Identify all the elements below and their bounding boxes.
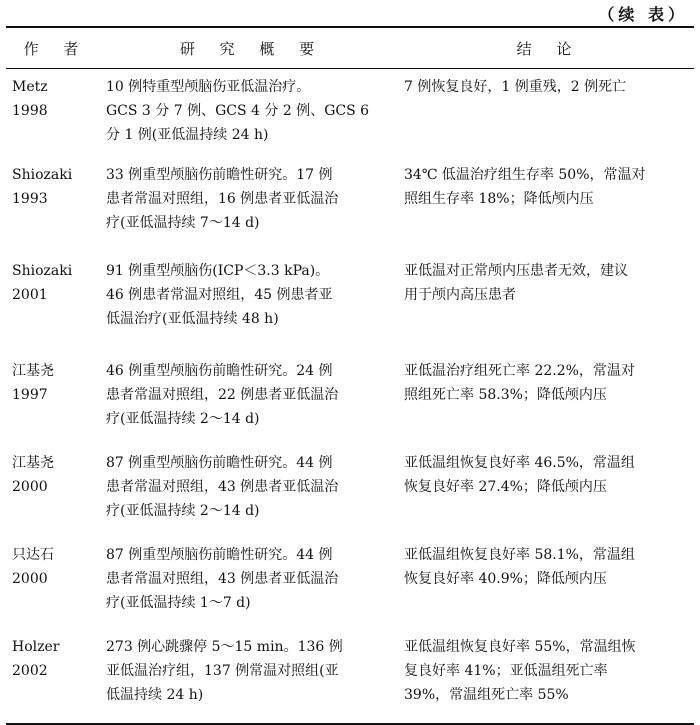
author-cell-line: 只达石 xyxy=(12,547,54,563)
summary-cell-line: 低温持续 24 h) xyxy=(106,687,204,703)
author-cell-line: 江基尧 xyxy=(12,455,54,471)
summary-cell-line: 87 例重型颅脑伤前瞻性研究。44 例 xyxy=(106,455,333,471)
author-cell-line: 1998 xyxy=(12,103,48,119)
author-cell-line: 1993 xyxy=(12,191,48,207)
conclusion-cell xyxy=(404,259,694,307)
summary-cell-line: 91 例重型颅脑伤(ICP＜3.3 kPa)。 xyxy=(106,263,330,279)
table-body xyxy=(6,69,694,723)
conclusion-cell-line: 亚低温组恢复良好率 55%，常温组恢 xyxy=(404,639,636,655)
author-cell xyxy=(6,635,106,683)
summary-cell-line: 疗(亚低温持续 2～14 d) xyxy=(106,503,260,519)
table-row xyxy=(6,157,694,253)
author-cell xyxy=(6,163,106,211)
summary-cell-line: 患者常温对照组，16 例患者亚低温治 xyxy=(106,191,339,207)
author-cell xyxy=(6,259,106,307)
conclusion-cell xyxy=(404,75,694,99)
conclusion-cell-line: 39%，常温组死亡率 55% xyxy=(404,687,569,703)
author-cell-line: 1997 xyxy=(12,387,48,403)
conclusion-cell-line: 亚低温治疗组死亡率 22.2%，常温对 xyxy=(404,363,635,379)
summary-cell-line: 患者常温对照组，22 例患者亚低温治 xyxy=(106,387,339,403)
conclusion-cell xyxy=(404,163,694,211)
table-row xyxy=(6,629,694,723)
summary-cell-line: 疗(亚低温持续 2～14 d) xyxy=(106,411,260,427)
summary-cell xyxy=(106,163,404,235)
author-cell xyxy=(6,75,106,123)
table-row xyxy=(6,445,694,537)
table-row xyxy=(6,537,694,629)
conclusion-cell-line: 亚低温组恢复良好率 58.1%，常温组 xyxy=(404,547,635,563)
summary-cell xyxy=(106,75,404,147)
author-cell xyxy=(6,451,106,499)
author-cell xyxy=(6,543,106,591)
conclusion-cell-line: 恢复良好率 27.4%；降低颅内压 xyxy=(404,479,607,495)
conclusion-cell xyxy=(404,451,694,499)
table-row xyxy=(6,353,694,445)
summary-cell xyxy=(106,451,404,523)
author-cell xyxy=(6,359,106,407)
conclusion-cell-line: 复良好率 41%；亚低温组死亡率 xyxy=(404,663,608,679)
summary-cell-line: 273 例心跳骤停 5～15 min。136 例 xyxy=(106,639,343,655)
summary-cell xyxy=(106,259,404,331)
header-author: 作 者 xyxy=(23,39,89,58)
table-row xyxy=(6,253,694,353)
conclusion-cell-line: 34℃ 低温治疗组生存率 50%，常温对 xyxy=(404,167,646,183)
conclusion-cell-line: 亚低温对正常颅内压患者无效，建议 xyxy=(404,263,628,279)
summary-cell xyxy=(106,635,404,707)
summary-cell-line: 低温治疗(亚低温持续 48 h) xyxy=(106,311,279,327)
header-summary: 研 究 概 要 xyxy=(179,39,325,58)
conclusion-cell-line: 恢复良好率 40.9%；降低颅内压 xyxy=(404,571,607,587)
author-cell-line: Shiozaki xyxy=(12,263,73,279)
summary-cell-line: 46 例重型颅脑伤前瞻性研究。24 例 xyxy=(106,363,333,379)
table-row xyxy=(6,69,694,157)
conclusion-cell xyxy=(404,635,694,707)
author-cell-line: 2000 xyxy=(12,479,48,495)
summary-cell-line: 患者常温对照组，43 例患者亚低温治 xyxy=(106,571,339,587)
conclusion-cell-line: 亚低温组恢复良好率 46.5%，常温组 xyxy=(404,455,635,471)
summary-cell-line: 亚低温治疗组，137 例常温对照组(亚 xyxy=(106,663,339,679)
author-cell-line: Metz xyxy=(12,79,48,95)
summary-cell-line: 疗(亚低温持续 1～7 d) xyxy=(106,595,251,611)
author-cell-line: 2002 xyxy=(12,663,48,679)
summary-cell-line: GCS 3 分 7 例、GCS 4 分 2 例、GCS 6 xyxy=(106,103,370,119)
conclusion-cell-line: 照组死亡率 58.3%；降低颅内压 xyxy=(404,387,607,403)
conclusion-cell xyxy=(404,359,694,407)
conclusion-cell-line: 照组生存率 18%；降低颅内压 xyxy=(404,191,594,207)
author-cell-line: 2001 xyxy=(12,287,48,303)
summary-cell-line: 分 1 例(亚低温持续 24 h) xyxy=(106,127,269,143)
conclusion-cell-line: 7 例恢复良好，1 例重残，2 例死亡 xyxy=(404,79,627,95)
summary-cell-line: 10 例特重型颅脑伤亚低温治疗。 xyxy=(106,79,311,95)
author-cell-line: Shiozaki xyxy=(12,167,73,183)
table-header-row xyxy=(6,28,694,68)
author-cell-line: Holzer xyxy=(12,639,60,655)
summary-cell xyxy=(106,359,404,431)
summary-cell xyxy=(106,543,404,615)
continued-label: （续 表） xyxy=(598,5,688,24)
summary-cell-line: 46 例患者常温对照组，45 例患者亚 xyxy=(106,287,333,303)
conclusion-cell-line: 用于颅内高压患者 xyxy=(404,287,516,303)
summary-cell-line: 患者常温对照组，43 例患者亚低温治 xyxy=(106,479,339,495)
summary-cell-line: 疗(亚低温持续 7～14 d) xyxy=(106,215,260,231)
summary-cell-line: 87 例重型颅脑伤前瞻性研究。44 例 xyxy=(106,547,333,563)
author-cell-line: 江基尧 xyxy=(12,363,54,379)
conclusion-cell xyxy=(404,543,694,591)
header-conclusion: 结 论 xyxy=(516,39,582,58)
author-cell-line: 2000 xyxy=(12,571,48,587)
research-table xyxy=(6,26,694,725)
summary-cell-line: 33 例重型颅脑伤前瞻性研究。17 例 xyxy=(106,167,333,183)
